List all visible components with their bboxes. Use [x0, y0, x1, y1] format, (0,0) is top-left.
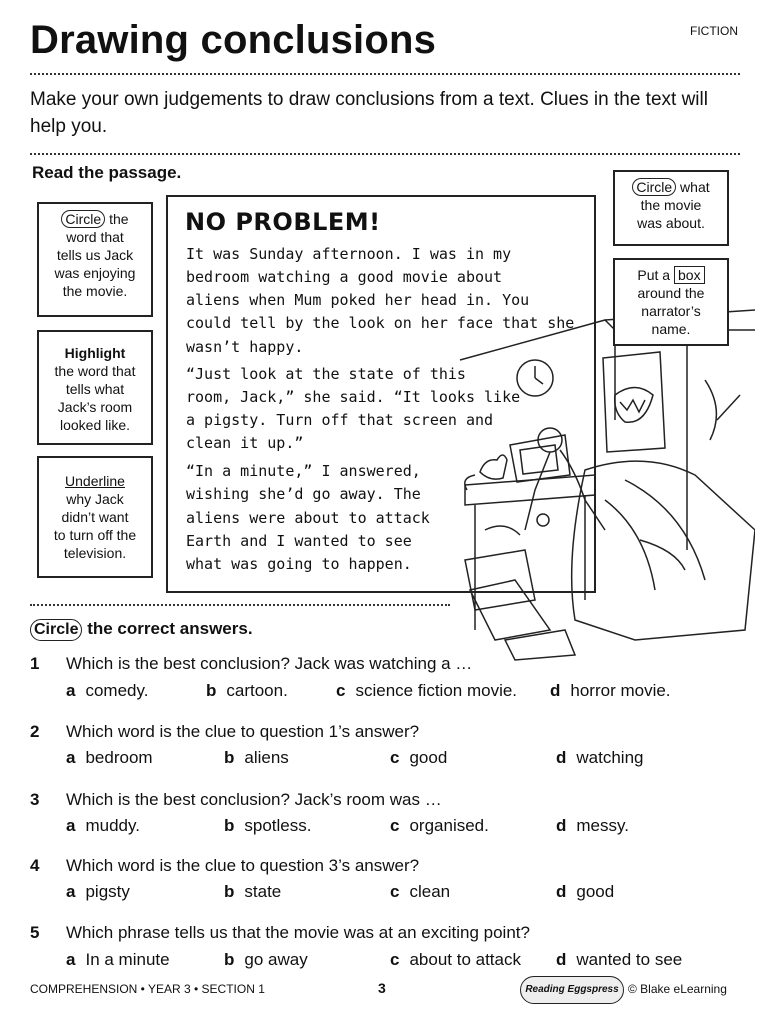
instruction-line: looked like.	[59, 417, 131, 433]
option-letter: a	[66, 882, 76, 901]
divider	[30, 73, 740, 75]
underline-word: Underline	[65, 473, 125, 489]
question-number: 5	[30, 923, 40, 942]
answer-option[interactable]	[556, 882, 614, 902]
answer-option[interactable]	[66, 882, 130, 902]
answer-option[interactable]	[556, 816, 629, 836]
answer-option[interactable]	[556, 748, 644, 768]
instruction-line: word that	[66, 229, 124, 245]
passage-line: room, Jack,” she said. “It looks like	[186, 388, 521, 406]
option-letter: d	[556, 882, 567, 901]
instruction-line: the movie.	[62, 283, 128, 299]
instruction-circle-word	[37, 202, 153, 317]
passage-line: aliens were about to attack	[186, 509, 430, 527]
questions-header-text: the correct answers.	[87, 619, 253, 638]
page-number: 3	[378, 980, 386, 996]
option-letter: c	[390, 950, 400, 969]
instruction-line: was about.	[637, 215, 705, 231]
answer-option[interactable]	[556, 950, 682, 970]
option-letter: b	[224, 816, 235, 835]
answer-option[interactable]	[390, 882, 450, 902]
question-number: 4	[30, 856, 40, 875]
option-text: aliens	[244, 748, 289, 767]
bedroom-illustration	[455, 300, 755, 662]
circle-word: Circle	[61, 210, 105, 228]
option-letter: a	[66, 816, 76, 835]
option-text: go away	[244, 950, 308, 969]
instruction-box-name	[613, 258, 729, 346]
instruction-line: the	[109, 211, 129, 227]
passage-line: wishing she’d go away. The	[186, 485, 421, 503]
question-number: 1	[30, 654, 40, 673]
option-text: messy.	[576, 816, 629, 835]
instruction-underline	[37, 456, 153, 578]
instruction-circle-movie	[613, 170, 729, 246]
option-letter: b	[224, 882, 235, 901]
question-number: 3	[30, 790, 40, 809]
passage-title: NO PROBLEM!	[185, 208, 381, 236]
question-text: Which word is the clue to question 3’s answer?	[66, 856, 420, 875]
passage-line: a pigsty. Turn off that screen and	[186, 411, 494, 429]
answer-option[interactable]	[224, 816, 311, 836]
answer-option[interactable]	[224, 882, 281, 902]
instruction-line: to turn off the	[53, 527, 137, 543]
instruction-line: tells us Jack	[56, 247, 134, 263]
logo-text: Reading Eggspress	[525, 984, 619, 995]
option-letter: d	[556, 816, 567, 835]
option-letter: c	[336, 681, 346, 700]
option-text: comedy.	[85, 681, 149, 700]
passage-line: could tell by the look on her face that she	[186, 314, 575, 332]
passage-line: aliens when Mum poked her head in. You	[186, 291, 530, 309]
option-letter: d	[556, 950, 567, 969]
instruction-line: didn’t want	[61, 509, 129, 525]
option-letter: a	[66, 950, 76, 969]
passage-line: “In a minute,” I answered,	[186, 462, 421, 480]
option-text: good	[409, 748, 448, 767]
answer-option[interactable]	[66, 681, 148, 701]
instruction-line: the movie	[640, 197, 702, 213]
question-text: Which is the best conclusion? Jack’s room was …	[66, 790, 442, 809]
instruction-line: tells what	[65, 381, 125, 397]
option-text: cartoon.	[226, 681, 288, 700]
genre-tag: FICTION	[690, 24, 738, 38]
divider	[30, 604, 450, 606]
option-letter: d	[556, 748, 567, 767]
footer-right: © Blake eLearning	[628, 982, 727, 996]
answer-option[interactable]	[224, 748, 289, 768]
option-text: muddy.	[85, 816, 140, 835]
answer-option[interactable]	[66, 748, 153, 768]
instruction-line: what	[680, 179, 710, 195]
option-letter: c	[390, 816, 400, 835]
instruction-line: name.	[651, 321, 691, 337]
option-text: watching	[576, 748, 644, 767]
circle-word: Circle	[632, 178, 676, 196]
option-text: science fiction movie.	[355, 681, 518, 700]
question-text: Which word is the clue to question 1’s answer?	[66, 722, 420, 741]
option-text: horror movie.	[570, 681, 671, 700]
passage-line: bedroom watching a good movie about	[186, 268, 503, 286]
instruction-line: why Jack	[66, 491, 124, 507]
read-label: Read the passage.	[32, 163, 182, 182]
intro-text: Make your own judgements to draw conclusions from a text. Clues in the text will help you.	[30, 89, 708, 137]
footer-left: COMPREHENSION • YEAR 3 • SECTION 1	[30, 982, 265, 996]
option-text: clean	[409, 882, 451, 901]
option-letter: b	[224, 748, 235, 767]
reading-eggspress-logo	[520, 976, 624, 1004]
highlight-word: Highlight	[64, 345, 126, 361]
option-text: wanted to see	[576, 950, 683, 969]
box-word: box	[674, 266, 705, 284]
option-letter: c	[390, 882, 400, 901]
passage-line: what was going to happen.	[186, 555, 412, 573]
instruction-line: Put a	[637, 267, 671, 283]
answer-option[interactable]	[66, 950, 170, 970]
questions-header	[30, 619, 253, 641]
instruction-line: television.	[63, 545, 127, 561]
instruction-line: the word that	[54, 363, 136, 379]
answer-option[interactable]	[336, 681, 517, 701]
answer-option[interactable]	[390, 748, 447, 768]
answer-option[interactable]	[390, 950, 521, 970]
option-text: In a minute	[85, 950, 170, 969]
option-text: good	[576, 882, 615, 901]
instruction-line: was enjoying	[54, 265, 136, 281]
answer-option[interactable]	[206, 681, 288, 701]
page-title: Drawing conclusions	[30, 18, 437, 62]
option-letter: a	[66, 748, 76, 767]
answer-option[interactable]	[224, 950, 308, 970]
passage-line: clean it up.”	[186, 434, 304, 452]
option-letter: b	[206, 681, 217, 700]
option-text: about to attack	[409, 950, 521, 969]
option-text: bedroom	[85, 748, 153, 767]
question-number: 2	[30, 722, 40, 741]
divider	[30, 153, 740, 155]
instruction-line: around the	[637, 285, 705, 301]
question-text: Which is the best conclusion? Jack was watching a …	[66, 654, 473, 673]
option-text: state	[244, 882, 282, 901]
passage-line: It was Sunday afternoon. I was in my	[186, 245, 512, 263]
instruction-highlight	[37, 330, 153, 445]
option-text: pigsty	[85, 882, 130, 901]
answer-option[interactable]	[390, 816, 489, 836]
option-text: spotless.	[244, 816, 312, 835]
option-letter: b	[224, 950, 235, 969]
option-letter: c	[390, 748, 400, 767]
option-letter: d	[550, 681, 561, 700]
answer-option[interactable]	[550, 681, 671, 701]
option-text: organised.	[409, 816, 489, 835]
instruction-line: Jack’s room	[57, 399, 133, 415]
passage-line: wasn’t happy.	[186, 338, 304, 356]
answer-option[interactable]	[66, 816, 140, 836]
circle-word: Circle	[30, 619, 82, 641]
passage-line: Earth and I wanted to see	[186, 532, 412, 550]
passage-line: “Just look at the state of this	[186, 365, 466, 383]
question-text: Which phrase tells us that the movie was at an exciting point?	[66, 923, 530, 942]
option-letter: a	[66, 681, 76, 700]
instruction-line: narrator’s	[641, 303, 701, 319]
